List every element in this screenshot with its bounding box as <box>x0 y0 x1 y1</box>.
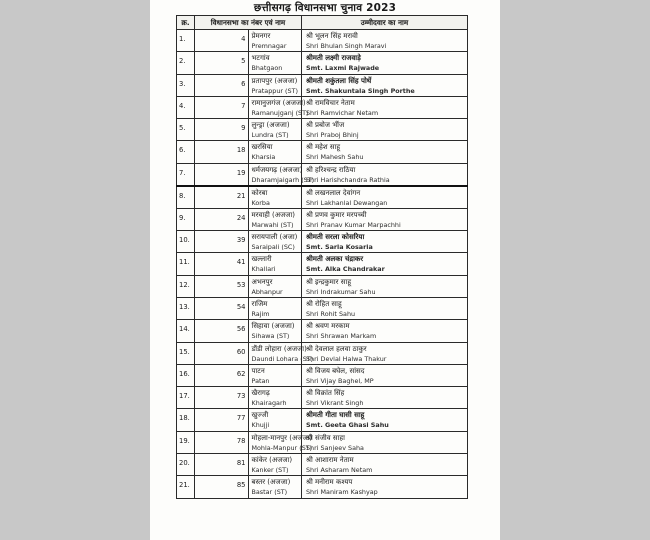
candidate-name-hindi: श्री प्रबोज भींज <box>306 121 345 130</box>
table-row <box>177 52 468 74</box>
candidate-name-hindi: श्री प्रणव कुमार मरपच्ची <box>306 210 367 219</box>
constituency-number: 73 <box>195 387 249 409</box>
constituency-number: 81 <box>195 454 249 476</box>
constituency-name-english: Ramanujganj (ST) <box>251 108 309 117</box>
constituency-name-hindi: प्रेमनगर <box>251 32 271 40</box>
candidate-cell <box>302 30 468 52</box>
table-row <box>177 275 468 297</box>
constituency-name-hindi: खल्लारी <box>251 255 272 264</box>
constituency-number: 41 <box>195 253 249 275</box>
serial-number: 4. <box>177 96 195 118</box>
candidate-name-hindi: श्री इन्द्रकुमार साहू <box>306 277 352 286</box>
constituency-number: 24 <box>195 208 249 230</box>
candidate-cell <box>302 454 468 476</box>
candidate-cell <box>302 297 468 319</box>
constituency-cell <box>248 320 302 342</box>
candidate-name-english: Smt. Geeta Ghasi Sahu <box>306 421 389 430</box>
header-constituency: विधानसभा का नंबर एवं नाम <box>195 16 302 30</box>
serial-number: 19. <box>177 431 195 453</box>
constituency-cell <box>248 208 302 230</box>
candidate-cell <box>302 431 468 453</box>
serial-number: 7. <box>177 163 195 186</box>
candidate-cell <box>302 96 468 118</box>
constituency-cell <box>248 231 302 253</box>
constituency-number: 62 <box>195 364 249 386</box>
constituency-name-hindi: सरायपाली (अजा) <box>251 233 298 242</box>
candidate-name-hindi: श्रीमती लक्ष्मी राजवाड़े <box>306 54 361 63</box>
constituency-cell <box>248 364 302 386</box>
candidate-name-hindi: श्री रोहित साहू <box>306 299 342 308</box>
constituency-cell <box>248 409 302 431</box>
candidate-name-english: Shri Sanjeev Saha <box>306 443 364 452</box>
constituency-number: 78 <box>195 431 249 453</box>
serial-number: 20. <box>177 454 195 476</box>
candidate-name-english: Shri Shrawan Markam <box>306 332 377 341</box>
table-row <box>177 364 468 386</box>
constituency-number: 18 <box>195 141 249 163</box>
candidate-name-hindi: श्री विजय बघेल, सांसद <box>306 366 365 375</box>
candidate-name-english: Shri Maniram Kashyap <box>306 488 378 497</box>
table-row <box>177 74 468 96</box>
constituency-cell <box>248 454 302 476</box>
candidate-name-english: Shri Vikrant Singh <box>306 399 364 408</box>
constituency-cell <box>248 253 302 275</box>
candidate-cell <box>302 342 468 364</box>
constituency-cell <box>248 52 302 74</box>
table-row <box>177 30 468 52</box>
candidate-name-hindi: श्री आशाराम नेताम <box>306 456 354 465</box>
table-row <box>177 231 468 253</box>
constituency-name-hindi: खैरागढ़ <box>251 389 270 398</box>
constituency-number: 54 <box>195 297 249 319</box>
constituency-name-english: Pratappur (ST) <box>251 86 298 95</box>
constituency-name-hindi: सिहावा (अजजा) <box>251 322 295 331</box>
table-row <box>177 342 468 364</box>
constituency-name-hindi: कोरबा <box>251 188 268 197</box>
table-row <box>177 320 468 342</box>
constituency-name-english: Marwahi (ST) <box>251 220 294 229</box>
table-row <box>177 208 468 230</box>
constituency-name-english: Premnagar <box>251 42 287 50</box>
table-row <box>177 141 468 163</box>
constituency-cell <box>248 476 302 498</box>
table-body <box>177 30 468 499</box>
document-page <box>150 0 500 540</box>
constituency-number: 7 <box>195 96 249 118</box>
candidate-name-english: Shri Vijay Baghel, MP <box>306 376 374 385</box>
table-row <box>177 163 468 186</box>
constituency-name-english: Lundra (ST) <box>251 131 289 140</box>
constituency-name-hindi: राजिम <box>251 299 268 308</box>
candidate-name-english: Shri Asharam Netam <box>306 466 373 475</box>
table-row <box>177 186 468 209</box>
serial-number: 15. <box>177 342 195 364</box>
candidate-cell <box>302 409 468 431</box>
table-row <box>177 387 468 409</box>
constituency-name-english: Khujji <box>251 421 270 430</box>
constituency-cell <box>248 74 302 96</box>
candidate-name-hindi: श्रीमती शकुंतला सिंह पोर्थे <box>306 76 372 85</box>
candidate-name-english: Shri Devlal Halwa Thakur <box>306 354 387 363</box>
constituency-name-hindi: खुज्जी <box>251 411 269 420</box>
constituency-number: 21 <box>195 186 249 209</box>
table-header-row <box>177 16 468 30</box>
candidate-cell <box>302 74 468 96</box>
candidate-name-hindi: श्री विक्रांत सिंह <box>306 389 345 398</box>
candidate-name-hindi: श्री श्रवण मरकाम <box>306 322 350 331</box>
constituency-cell <box>248 275 302 297</box>
candidate-name-hindi: श्री भूलन सिंह मरावी <box>306 32 358 40</box>
page-title: छत्तीसगढ़ विधानसभा चुनाव 2023 <box>253 2 397 14</box>
constituency-name-english: Kharsia <box>251 153 276 162</box>
candidate-name-hindi: श्रीमती सरला कोसरिया <box>306 233 365 242</box>
constituency-cell <box>248 163 315 186</box>
constituency-name-english: Mohla-Manpur (ST) <box>251 443 313 452</box>
constituency-name-hindi: अभनपुर <box>251 277 273 286</box>
candidate-name-english: Shri Ramvichar Netam <box>306 108 379 117</box>
candidate-cell <box>302 52 468 74</box>
constituency-name-english: Bhatgaon <box>251 64 283 73</box>
constituency-cell <box>248 119 302 141</box>
candidate-name-english: Smt. Laxmi Rajwade <box>306 64 380 73</box>
table-row <box>177 253 468 275</box>
constituency-name-english: Kanker (ST) <box>251 466 289 475</box>
constituency-number: 85 <box>195 476 249 498</box>
serial-number: 2. <box>177 52 195 74</box>
constituency-name-hindi: पाटन <box>251 366 265 375</box>
constituency-cell <box>248 96 309 118</box>
candidate-name-english: Smt. Sarla Kosaria <box>306 243 373 252</box>
constituency-cell <box>248 141 302 163</box>
candidate-name-english: Shri Praboj Bhinj <box>306 131 359 140</box>
constituency-name-hindi: रामानुजगंज (अजजा) <box>251 98 306 107</box>
serial-number: 11. <box>177 253 195 275</box>
constituency-name-english: Sihawa (ST) <box>251 332 290 341</box>
candidate-table <box>176 15 468 499</box>
constituency-number: 4 <box>195 30 249 52</box>
constituency-name-hindi: खरसिया <box>251 143 273 152</box>
constituency-cell <box>248 30 302 52</box>
constituency-name-english: Khairagarh <box>251 399 287 408</box>
constituency-name-english: Saraipali (SC) <box>251 243 295 252</box>
candidate-name-english: Shri Lakhanlal Dewangan <box>306 198 388 207</box>
constituency-name-hindi: भटगांव <box>251 54 270 63</box>
constituency-number: 19 <box>195 163 249 186</box>
constituency-number: 9 <box>195 119 249 141</box>
serial-number: 8. <box>177 186 195 209</box>
candidate-cell <box>302 320 468 342</box>
candidate-name-english: Shri Mahesh Sahu <box>306 153 364 162</box>
candidate-cell <box>302 387 468 409</box>
constituency-number: 5 <box>195 52 249 74</box>
table-row <box>177 119 468 141</box>
constituency-name-hindi: कांकेर (अजजा) <box>251 456 293 465</box>
candidate-cell <box>302 231 468 253</box>
candidate-name-english: Shri Rohit Sahu <box>306 309 356 318</box>
serial-number: 21. <box>177 476 195 498</box>
table-row <box>177 409 468 431</box>
serial-number: 3. <box>177 74 195 96</box>
serial-number: 1. <box>177 30 195 52</box>
candidate-cell <box>302 141 468 163</box>
table-row <box>177 476 468 498</box>
table-row <box>177 431 468 453</box>
constituency-cell <box>248 431 313 453</box>
serial-number: 17. <box>177 387 195 409</box>
candidate-name-english: Shri Harishchandra Rathia <box>306 175 390 184</box>
constituency-cell <box>248 387 302 409</box>
candidate-name-hindi: श्री हरिश्चन्द्र राठिया <box>306 165 356 174</box>
candidate-cell <box>302 253 468 275</box>
candidate-cell <box>302 186 468 209</box>
candidate-cell <box>302 476 468 498</box>
constituency-name-english: Daundi Lohara (ST) <box>251 354 314 363</box>
constituency-name-english: Bastar (ST) <box>251 488 288 497</box>
candidate-cell <box>302 275 468 297</box>
constituency-name-hindi: प्रतापपुर (अजजा) <box>251 76 298 85</box>
constituency-name-hindi: डौंडी लोहारा (अजजा) <box>251 344 307 353</box>
candidate-cell <box>302 208 468 230</box>
serial-number: 9. <box>177 208 195 230</box>
constituency-number: 53 <box>195 275 249 297</box>
candidate-name-hindi: श्री संजीव साहा <box>306 433 345 442</box>
serial-number: 10. <box>177 231 195 253</box>
constituency-name-hindi: बस्तर (अजजा) <box>251 478 291 487</box>
constituency-number: 60 <box>195 342 249 364</box>
constituency-name-hindi: धर्मजयगढ़ (अजजा) <box>251 165 303 174</box>
candidate-name-english: Smt. Shakuntala Singh Porthe <box>306 86 415 95</box>
candidate-name-hindi: श्री महेश साहू <box>306 143 341 152</box>
constituency-number: 6 <box>195 74 249 96</box>
candidate-name-hindi: श्रीमती अलका चंद्राकर <box>306 255 364 264</box>
serial-number: 13. <box>177 297 195 319</box>
constituency-cell <box>248 342 314 364</box>
constituency-name-hindi: मरवाही (अजजा) <box>251 210 296 219</box>
candidate-name-english: Shri Bhulan Singh Maravi <box>306 42 387 50</box>
constituency-name-english: Dharamjaigarh (ST) <box>251 175 315 184</box>
table-row <box>177 454 468 476</box>
candidate-name-hindi: श्रीमती गीता घासी साहू <box>306 411 365 420</box>
candidate-name-english: Smt. Alka Chandrakar <box>306 265 385 274</box>
serial-number: 18. <box>177 409 195 431</box>
candidate-cell <box>302 364 468 386</box>
constituency-name-english: Rajim <box>251 309 270 318</box>
constituency-name-hindi: लुन्ड्रा (अजजा) <box>251 121 290 130</box>
serial-number: 6. <box>177 141 195 163</box>
constituency-number: 77 <box>195 409 249 431</box>
serial-number: 14. <box>177 320 195 342</box>
header-sno: क्र. <box>177 16 195 30</box>
candidate-name-hindi: श्री रामविचार नेताम <box>306 98 355 107</box>
serial-number: 12. <box>177 275 195 297</box>
candidate-cell <box>302 163 468 186</box>
candidate-name-hindi: श्री मनीराम कश्यप <box>306 478 353 487</box>
constituency-name-english: Patan <box>251 376 270 385</box>
table-row <box>177 297 468 319</box>
constituency-cell <box>248 297 302 319</box>
constituency-number: 39 <box>195 231 249 253</box>
candidate-cell <box>302 119 468 141</box>
candidate-name-english: Shri Pranav Kumar Marpachhi <box>306 220 401 229</box>
constituency-cell <box>248 186 302 209</box>
candidate-name-hindi: श्री लखनलाल देवांगन <box>306 188 361 197</box>
constituency-name-english: Korba <box>251 198 270 207</box>
candidate-name-hindi: श्री देवलाल हलवा ठाकुर <box>306 344 367 353</box>
serial-number: 5. <box>177 119 195 141</box>
constituency-name-english: Khallari <box>251 265 276 274</box>
serial-number: 16. <box>177 364 195 386</box>
constituency-name-hindi: मोहला-मानपुर (अजजा) <box>251 433 313 442</box>
constituency-name-english: Abhanpur <box>251 287 283 296</box>
candidate-name-english: Shri Indrakumar Sahu <box>306 287 376 296</box>
constituency-number: 56 <box>195 320 249 342</box>
table-row <box>177 96 468 118</box>
header-candidate: उम्मीदवार का नाम <box>302 16 468 30</box>
